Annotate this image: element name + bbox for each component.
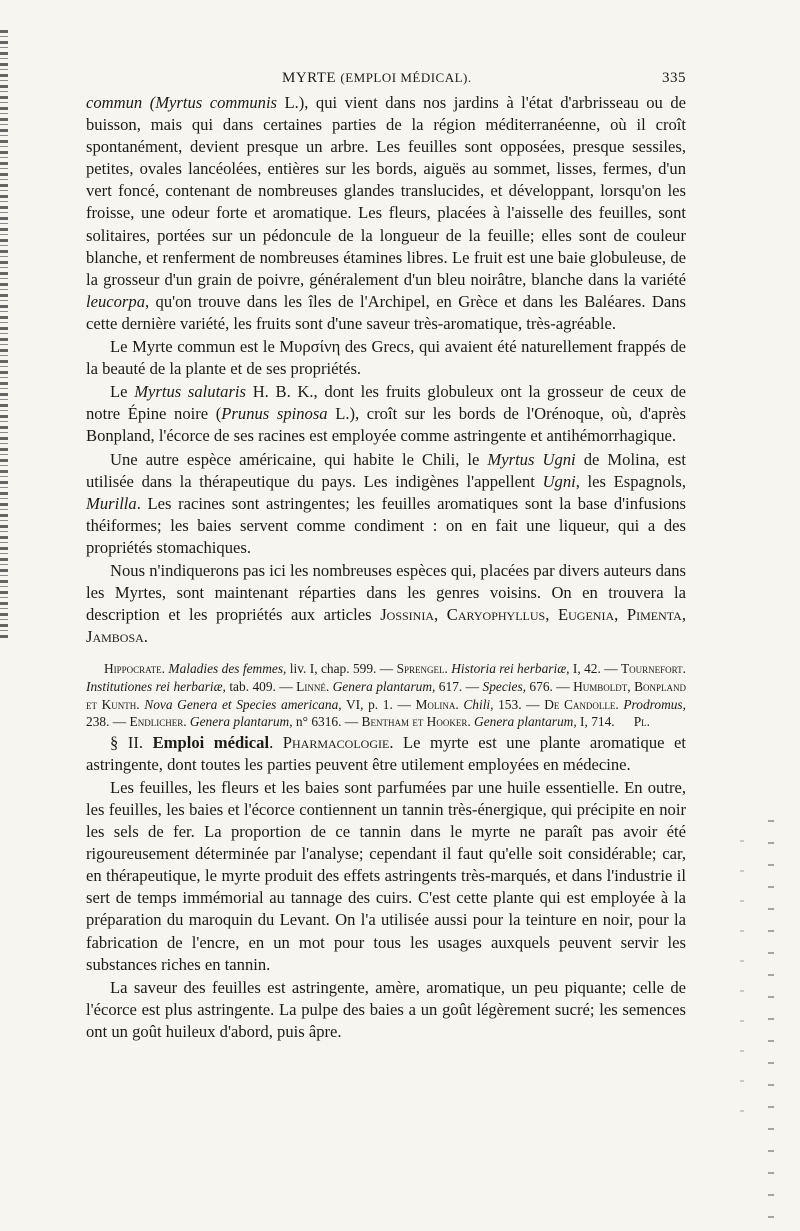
text-run: H. B. K., dont les fruits globuleux ont la grosseur de ceux de notre Épine noire (: [86, 382, 686, 424]
text-run: , les Espagnols,: [575, 471, 686, 491]
bibliography-block: [86, 660, 686, 730]
header-title: [282, 70, 472, 87]
text-run: de Molina, est utilisée dans la thérapeutique du pays. Les indigènes l'appellent: [86, 449, 686, 491]
ref-author: De Candolle.: [544, 696, 619, 712]
local-name: Murilla: [86, 493, 137, 513]
header-title-text: MYRTE: [282, 70, 337, 86]
ref-author: Molina.: [415, 696, 459, 712]
ref-title: Prodromus,: [618, 696, 686, 712]
ref-title: Historia rei herbariæ,: [447, 661, 570, 677]
ref-detail: VI, p. 1. —: [341, 696, 416, 712]
ref-title: Nova Genera et Species americana,: [139, 696, 342, 712]
paragraph-saveur: La saveur des feuilles est astringente, amère, aromatique, un peu piquante; celle de l'écorce est plus astringente. La pulpe des baies a un goût légèrement sucré; les semences ont un goût huileux d'abord, puis âpre.: [86, 977, 686, 1041]
paragraph-greek-name: [86, 336, 686, 380]
scan-margin-marks-left: [0, 30, 8, 640]
paragraph-other-species: [86, 560, 686, 648]
text-run: Le: [110, 382, 135, 402]
variety-name: leucorpa: [86, 291, 145, 311]
page-number: 335: [662, 70, 686, 86]
header-subtitle: (EMPLOI MÉDICAL).: [340, 70, 472, 85]
ref-title: Species,: [482, 678, 526, 694]
scan-margin-marks-right-inner: [740, 840, 744, 1140]
text-run: . Les racines sont astringentes; les feuilles aromatiques sont la base d'infusions théiformes; les baies servent comme condiment : on en fait une liqueur, qui a des propriétés stomachiques.: [86, 493, 686, 557]
ref-title: Genera plantarum,: [186, 714, 293, 730]
ref-author: Bentham et Hooker.: [361, 714, 471, 730]
ref-author: Tournefort.: [621, 661, 686, 677]
text-run: L.), qui vient dans nos jardins à l'état d'arbrisseau ou de buisson, mais qui dans certaines parties de la région méditerranéenne, où il croît spontanément, devient presque un arbre. Les feuilles sont opposées, presque sessiles, petites, ovales lancéolées, entières sur les bords, aiguës au sommet, lisses, fermes, d'un vert foncé, contenant de nombreuses glandes translucides, et développant, lorsqu'on les froisse, une odeur forte et aromatique. Les fleurs, placées à l'aisselle des feuilles, sont solitaires, portées sur un pédoncule de la longueur de la feuille; elles sont de couleur blanche, et renferment de nombreuses étamines libres. Le fruit est une baie globuleuse, de la grosseur d'un grain de poivre, généralement d'un bleu noirâtre, blanche dans la variété: [86, 93, 686, 289]
ref-detail: 676. —: [526, 678, 574, 694]
ref-detail: 617. —: [435, 678, 483, 694]
ref-author: Linné.: [296, 678, 330, 694]
ref-title: Genera plantarum,: [329, 678, 436, 694]
species-name: Myrtus Ugni: [487, 449, 576, 469]
species-name: Prunus spinosa: [221, 404, 328, 424]
text-run: , qu'on trouve dans les îles de l'Archipel, en Grèce et dans les Baléares. Dans cette dernière variété, les fruits sont d'une saveur très-aromatique, très-agréable.: [86, 291, 686, 333]
paragraph-composition: Les feuilles, les fleurs et les baies sont parfumées par une huile essentielle. En outre, les feuilles, les baies et l'écorce contiennent un tannin très-énergique, qui précipite en noir les sels de fer. La proportion de ce tannin dans le myrte ne paraît pas avoir été rigoureusement déterminée par l'analyse; cependant il faut qu'elle soit considérable; car, en thérapeutique, le myrte produit des effets astringents très-marqués, et dans l'industrie il sert de temps immémorial au tannage des cuirs. C'est cette plante qui est employée à la préparation du maroquin du Levant. On l'a utilisée aussi pour la teinture en noir, pour la fabrication de l'encre, en un mot pour tous les usages auxquels peuvent servir les substances riches en tannin.: [86, 777, 686, 974]
author-signature: Pl.: [633, 714, 650, 730]
page-body: [86, 70, 686, 1043]
ref-title: Maladies des femmes,: [165, 661, 287, 677]
scan-margin-marks-right: [768, 820, 774, 1220]
text-run: Le myrte est une plante aromatique et astringente, dont toutes les parties peuvent être utilement employées en médecine.: [86, 732, 687, 774]
greek-word: Μυρσίνη: [279, 337, 341, 357]
text-run: L.), croît sur les bords de l'Orénoque, où, d'après Bonpland, l'écorce de ses racines est employée comme astringente et antihémorrhagique.: [86, 404, 686, 446]
text-run: Une autre espèce américaine, qui habite le Chili, le: [110, 449, 488, 469]
species-name: Myrtus communis: [155, 93, 278, 112]
ref-detail: tab. 409. —: [225, 678, 297, 694]
text-run: commun (: [86, 93, 156, 112]
ref-author: Endlicher.: [129, 714, 187, 730]
local-name: Ugni: [542, 471, 576, 491]
species-name: Myrtus salutaris: [134, 382, 246, 402]
section-mark: § II.: [110, 732, 144, 752]
paragraph-myrtus-ugni: [86, 449, 686, 559]
ref-detail: I, 714.: [576, 714, 615, 730]
ref-title: Institutiones rei herbariæ,: [86, 678, 226, 694]
section-emploi-medical: § II. Emploi médical. Pharmacologie. Le myrte est une plante aromatique et astringente, dont toutes les parties peuvent être utilement employées en médecine.: [86, 732, 687, 774]
ref-detail: 153. —: [493, 696, 545, 712]
text-run: des Grecs, qui avaient été naturellement frappés de la beauté de la plante et de ses propriétés.: [86, 337, 687, 379]
section-heading: Emploi médical: [152, 732, 270, 752]
ref-author: Sprengel.: [396, 661, 448, 677]
section-label: Pharmacologie.: [282, 732, 394, 752]
paragraph-myrtus-salutaris: [86, 381, 686, 447]
ref-author: Humboldt, Bonpland et Kunth.: [86, 678, 687, 712]
ref-title: Genera plantarum,: [470, 714, 577, 730]
paragraph-myrtus-communis: [86, 92, 686, 335]
ref-author: Hippocrate.: [104, 661, 166, 677]
ref-detail: n° 6316. —: [292, 714, 362, 730]
text-run: Le Myrte commun est le: [110, 337, 280, 357]
running-header: [86, 70, 686, 92]
ref-title: Chili,: [458, 696, 494, 712]
ref-detail: I, 42. —: [569, 661, 621, 677]
ref-detail: 238. —: [86, 714, 130, 730]
ref-detail: liv. I, chap. 599. —: [286, 661, 397, 677]
text-run: Nous n'indiquerons pas ici les nombreuses espèces qui, placées par divers auteurs dans les Myrtes, sont maintenant réparties dans les genres voisins. On en trouvera la description et les propriétés aux articles: [86, 560, 686, 625]
article-references: Jossinia, Caryophyllus, Eugenia, Pimenta, Jambosa.: [86, 605, 686, 647]
